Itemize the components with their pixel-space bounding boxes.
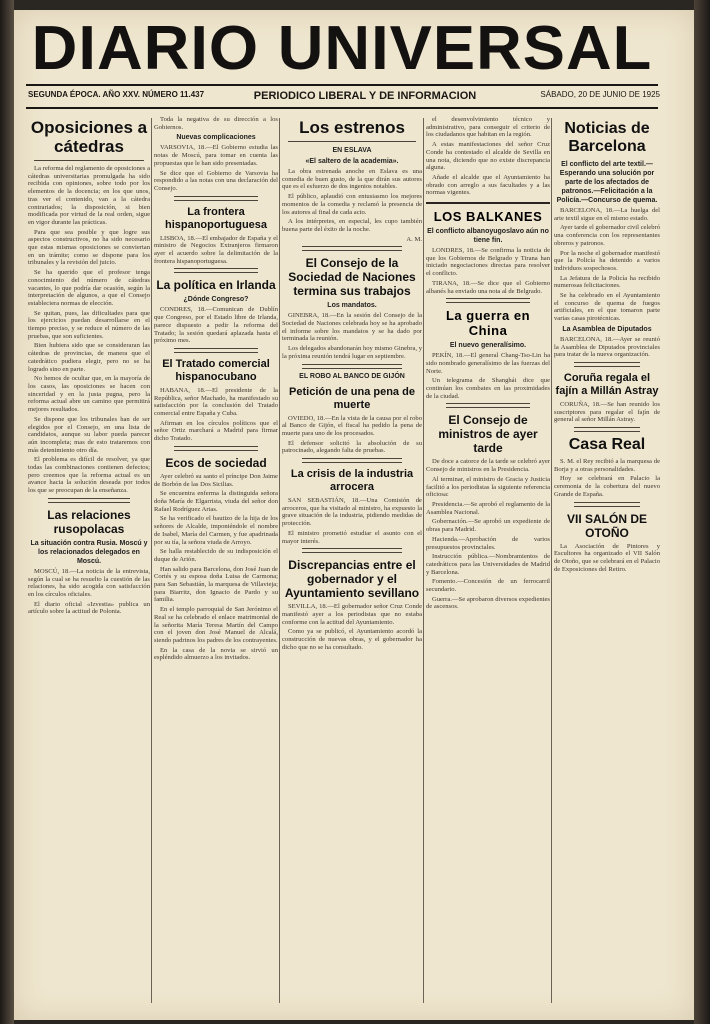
headline-crisis-arrocera: La crisis de la industria arrocera (290, 468, 414, 494)
column-divider (423, 118, 424, 1003)
paragraph: La Jefatura de la Policía ha recibido numerosas felicitaciones. (554, 274, 660, 290)
masthead-rule-top (26, 84, 658, 86)
headline-consejo-ministros: El Consejo de ministros de ayer tarde (438, 413, 538, 456)
headline-frontera: La frontera hispanoportuguesa (164, 205, 268, 231)
headline-estrenos: Los estrenos (299, 118, 405, 137)
paragraph: MOSCÚ, 18.—La noticia de la entrevista, según la cual se ha resuelto la cuestión de las relaciones, ha sido acogida con satisfacción en los círculos oficiales. (28, 567, 150, 598)
paragraph: PEKÍN, 18.—El general Chang-Tso-Lin ha sido nombrado generalísimo de las fuerzas del Norte. (426, 352, 550, 375)
ornament-divider (574, 427, 640, 432)
ornament-divider (174, 446, 258, 451)
paragraph: Se dice que el Gobierno de Varsovia ha respondido a las notas con una declaración del Consejo. (154, 169, 278, 192)
paragraph: El problema es difícil de resolver, ya que todas las combinaciones contienen defectos; pero creemos que la reforma actual es un avance hacia la solución deseada por todos los que se preocupan de la enseñanza. (28, 456, 150, 495)
ornament-divider (302, 458, 402, 463)
divider (288, 141, 416, 142)
column-2 (154, 116, 278, 1006)
subheadline: Los mandatos. (327, 302, 377, 310)
column-divider (279, 118, 280, 1003)
ornament-divider (48, 498, 130, 503)
divider (426, 202, 550, 204)
page-edge (694, 0, 710, 1024)
paragraph: En la casa de la novia se sirvió un espléndido almuerzo a los invitados. (154, 646, 278, 662)
paragraph: Hacienda.—Aprobación de varios presupuestos provinciales. (426, 535, 550, 551)
paragraph: Hoy se celebrará en Palacio la ceremonia de la cobertura del nuevo Grande de España. (554, 475, 660, 498)
headline-noticias-barcelona: Noticias de Barcelona (564, 120, 650, 155)
headline-guerra-china: La guerra en China (445, 308, 531, 339)
subheadline: El conflicto del arte textil.—Esperando una solución por parte de los afectados de patronos.—Felicitación a la Policía.—Concurso de quema. (556, 161, 658, 204)
paragraph: De doce a catorce de la tarde se celebró ayer Consejo de ministros en la Presidencia. (426, 458, 550, 474)
ornament-divider (302, 246, 402, 251)
edition-info: SEGUNDA ÉPOCA. AÑO XXV. NÚMERO 11.437 (28, 90, 205, 99)
paragraph: Afirman en los círculos políticos que el señor Ortiz marchará a Madrid para firmar dicho Tratado. (154, 419, 278, 443)
ornament-divider (174, 196, 258, 201)
signature: A. M. (406, 235, 422, 243)
column-divider (151, 118, 152, 1003)
paragraph: El diario oficial «Izvestia» publica un artículo sobre la actitud de Polonia. (28, 600, 150, 616)
headline-salon-otono: VII SALÓN DE OTOÑO (566, 511, 647, 540)
headline-oposiciones: Oposiciones a cátedras (30, 118, 148, 156)
paragraph: Se ha querido que el profesor tenga conocimiento del número de cátedras vacantes, lo que podría dar ocasión, según la interpretación de algunos, a que el Consejo estableciera normas de elección. (28, 269, 150, 307)
paragraph: Los delegados abandonarán hoy mismo Ginebra, y la próxima reunión tendrá lugar en septiembre. (282, 345, 422, 360)
paragraph: Gobernación.—Se aprobó un expediente de obras para Madrid. (426, 518, 550, 534)
divider (34, 160, 144, 161)
paragraph: No hemos de ocultar que, en la mayoría de los casos, las oposiciones se hacen con sinceridad y en la justa pugna, pero la reforma actual abre un camino que permitirá mejores resultados. (28, 375, 150, 414)
paragraph: OVIEDO, 18.—En la vista de la causa por el robo al Banco de Gijón, el fiscal ha pedido la pena de muerte para uno de los procesados. (282, 414, 422, 437)
ornament-divider (574, 362, 640, 367)
paragraph: LONDRES, 18.—Se confirma la noticia de que los Gobiernos de Belgrado y Tirana han iniciado negociaciones directas para resolver el conflicto. (426, 247, 550, 278)
column-3 (282, 116, 422, 1006)
paragraph: Presidencia.—Se aprobó el reglamento de la Asamblea Nacional. (426, 500, 550, 516)
paragraph: Se quitan, pues, las dificultades para que los ejercicios puedan desarrollarse en el tiempo preciso, y se reduce el número de las pruebas, que son suficientes. (28, 309, 150, 340)
paragraph: La obra estrenada anoche en Eslava es una comedia de buen gusto, de la que dirán sus autores que es el esfuerzo de dos ingenios notables. (282, 168, 422, 191)
paragraph: S. M. el Rey recibió a la marquesa de Borja y a otras personalidades. (554, 458, 660, 473)
paragraph: La reforma del reglamento de oposiciones a cátedras universitarias promulgada ha sido recibida con opiniones, sobre todo por los elementos de la docencia; en los que unos, tras ver el contenido, van a la cátedra contrariados; la disposición, si bien modificada por virtud de la real orden, sigue en vigor durante las prácticas. (28, 165, 150, 226)
headline-coruna: Coruña regala el fajín a Millán Astray (555, 371, 659, 397)
ornament-divider (174, 348, 258, 353)
subheadline: EL ROBO AL BANCO DE GIJÓN (299, 372, 405, 380)
column-divider (551, 118, 552, 1003)
subheadline: Nuevas complicaciones (176, 134, 256, 142)
paragraph: CORUÑA, 18.—Se han reunido los suscriptores para regalar el fajín de general al señor Millán Astray. (554, 400, 660, 424)
paragraph: Se ha celebrado en el Ayuntamiento el concurso de quema de fuegos artificiales, en el que tomaron parte varias casas pirotécnicas. (554, 292, 660, 323)
paragraph: Un telegrama de Shanghái dice que continúan los combates en las proximidades de la ciudad. (426, 377, 550, 400)
paragraph: Se encuentra enferma la distinguida señora doña María de Elgarrista, viuda del señor don Rafael Rodríguez Arias. (154, 490, 278, 513)
paragraph: Se halla restablecido de su indisposición el duque de Arión. (154, 548, 278, 563)
binding-spine (0, 0, 14, 1024)
paragraph: CONDRES, 18.—Comunican de Dublín que Congreso, por el Estado libre de Irlanda, parece dispuesto a pedir la reforma del Tratado; la sesión quedará aplazada hasta el próximo mes. (154, 306, 278, 345)
paragraph: La Asociación de Pintores y Escultores ha organizado el VII Salón de Otoño, que se celebrará en el Palacio de Exposiciones del Retiro. (554, 542, 660, 573)
masthead-rule-bottom (26, 107, 658, 109)
paragraph: el desenvolvimiento técnico y administrativo, para conseguir el criterio de los ciudadanos que habitan en la región. (426, 116, 550, 139)
paragraph: A estas manifestaciones del señor Cruz Conde ha contestado el alcalde de Sevilla en una nota, diciendo que no existe discrepancia alguna. (426, 141, 550, 172)
subtitle: PERIODICO LIBERAL Y DE INFORMACION (253, 90, 477, 102)
paragraph: SAN SEBASTIÁN, 18.—Una Comisión de arroceros, que ha visitado al ministro, ha expuesto la grave situación de la industria, pidiendo medidas de protección. (282, 497, 422, 528)
headline-irlanda: La política en Irlanda (156, 278, 276, 293)
paragraph: BARCELONA, 18.—Ayer se reunió la Asamblea de Diputados provinciales para tratar de la nueva organización. (554, 335, 660, 359)
ornament-divider (446, 403, 530, 408)
paragraph: Ayer celebró su santo el príncipe Don Jaime de Borbón de las Dos Sicilias. (154, 472, 278, 488)
paragraph: GINEBRA, 18.—En la sesión del Consejo de la Sociedad de Naciones celebrada hoy se ha aprobado el informe sobre los mandatos y se ha dado por terminada la reunión. (282, 312, 422, 343)
subheadline: El nuevo generalísimo. (449, 342, 527, 350)
ornament-divider (302, 548, 402, 553)
masthead-title: DIARIO UNIVERSAL (31, 14, 653, 83)
paragraph: Guerra.—Se aprobaron diversos expedientes de ascensos. (426, 595, 550, 611)
subheadline: La situación contra Rusia. Moscú y los relacionados delegados en Moscú. (30, 539, 148, 565)
paragraph: A los intérpretes, en especial, les cupo también buena parte del éxito de la noche. (282, 218, 422, 233)
paragraph: Toda la negativa de su dirección a los Gobiernos. (154, 116, 278, 131)
column-5 (554, 116, 660, 1006)
paragraph: VARSOVIA, 18.—El Gobierno estudia las notas de Moscú, para tomar en cuenta las propuestas que le han sido presentadas. (154, 144, 278, 167)
ornament-divider (574, 502, 640, 507)
paragraph: SEVILLA, 18.—El gobernador señor Cruz Conde manifestó ayer a los periodistas que no estaba conforme con la actitud del Ayuntamiento. (282, 603, 422, 626)
paragraph: Fomento.—Concesión de un ferrocarril secundario. (426, 578, 550, 594)
paragraph: Al terminar, el ministro de Gracia y Justicia facilitó a los periodistas la siguiente referencia oficiosa: (426, 475, 550, 499)
headline-casa-real: Casa Real (568, 436, 646, 454)
paragraph: Como ya se publicó, el Ayuntamiento acordó la construcción de nuevas obras, y el gobernador ha dicho que no se ha consultado. (282, 628, 422, 651)
paragraph: Añade el alcalde que el Ayuntamiento ha obrado con arreglo a sus facultades y a las normas vigentes. (426, 173, 550, 197)
subheadline: ¿Dónde Congreso? (183, 296, 249, 304)
headline-discrepancias: Discrepancias entre el gobernador y el Ayuntamiento sevillano (284, 558, 420, 601)
headline-ecos: Ecos de sociedad (165, 455, 267, 470)
paragraph: Han salido para Barcelona, don José Juan de Cortés y su esposa doña Luisa de Carmona; para San Sebastián, la marquesa de Villavieja; para Biarritz, don Ignacio de Pardo y su familia. (154, 565, 278, 604)
headline-relaciones: Las relaciones rusopolacas (47, 507, 131, 536)
paragraph: Por la noche el gobernador manifestó que la Policía ha detenido a varios individuos sospechosos. (554, 249, 660, 272)
subheadline: La Asamblea de Diputados (562, 325, 652, 333)
paragraph: HABANA, 18.—El presidente de la República, señor Machado, ha manifestado su satisfacción por la conclusión del Tratado comercial entre España y Cuba. (154, 386, 278, 418)
headline-tratado: El Tratado comercial hispanocubano (162, 357, 270, 383)
paragraph: El ministro prometió estudiar el asunto con el mayor interés. (282, 529, 422, 545)
ornament-divider (446, 298, 530, 303)
subheadline: El conflicto albanoyugoslavo aún no tiene fin. (427, 228, 549, 245)
column-1 (28, 116, 150, 1006)
date-line: SÁBADO, 20 DE JUNIO DE 1925 (540, 90, 660, 99)
column-4 (426, 116, 550, 1006)
subheadline: «El saltero de la academia». (305, 158, 399, 165)
paragraph: Ayer tarde el gobernador civil celebró una conferencia con los representantes obreros y patronos. (554, 224, 660, 247)
headline-balkanes: LOS BALKANES (433, 209, 543, 225)
paragraph: BARCELONA, 18.—La huelga del arte textil sigue en el mismo estado. (554, 207, 660, 222)
ornament-divider (174, 268, 258, 273)
headline-consejo-sociedad: El Consejo de la Sociedad de Naciones termina sus trabajos (288, 256, 416, 299)
paragraph: Para que sea posible y que logre sus aspectos constructivos, no ha sido necesario que estas mismas oposiciones se conviertan en un trámite; como se dispone para los tribunales y la revisión del juicio. (28, 228, 150, 267)
paragraph: En el templo parroquial de San Jerónimo el Real se ha celebrado el enlace matrimonial de la señorita María Teresa Martín del Campo con el joven don José Manuel de Alcalá, siendo padrinos los padres de los contrayentes. (154, 606, 278, 644)
paragraph: Se ha verificado el bautizo de la hija de los señores de Alcalde, imponiéndole el nombre de Isabel, María del Carmen, y fue apadrinada por su tía, la señora viuda de Arroyo. (154, 515, 278, 546)
headline-peticion: Petición de una pena de muerte (289, 385, 415, 411)
paragraph: Instrucción pública.—Nombramientos de catedráticos para las Universidades de Madrid y Barcelona. (426, 553, 550, 576)
paragraph: Bien hubiera sido que se consideraran las cátedras de provincias, de manera que el catedrático pudiera elegir, pero no se ha logrado sino en parte. (28, 342, 150, 373)
paragraph: El público, aplaudió con entusiasmo los mejores momentos de la comedia y reclamó la presencia de los autores al final de cada acto. (282, 193, 422, 216)
paragraph: TIRANA, 18.—Se dice que el Gobierno albanés ha enviado una nota al de Belgrado. (426, 279, 550, 295)
paragraph: El defensor solicitó la absolución de su patrocinado, alegando falta de pruebas. (282, 439, 422, 455)
paragraph: Se dispone que los tribunales han de ser elegidos por el Consejo, en una lista de candidatos, aunque su labor pueda parecer aún incompleta; mas de esto trataremos con más detenimiento otro día. (28, 415, 150, 454)
subheadline: EN ESLAVA (332, 147, 372, 154)
ornament-divider (302, 364, 402, 369)
paragraph: LISBOA, 18.—El embajador de España y el ministro de Negocios Extranjeros firmaron ayer el acuerdo sobre la delimitación de la frontera hispanoportuguesa. (154, 234, 278, 265)
